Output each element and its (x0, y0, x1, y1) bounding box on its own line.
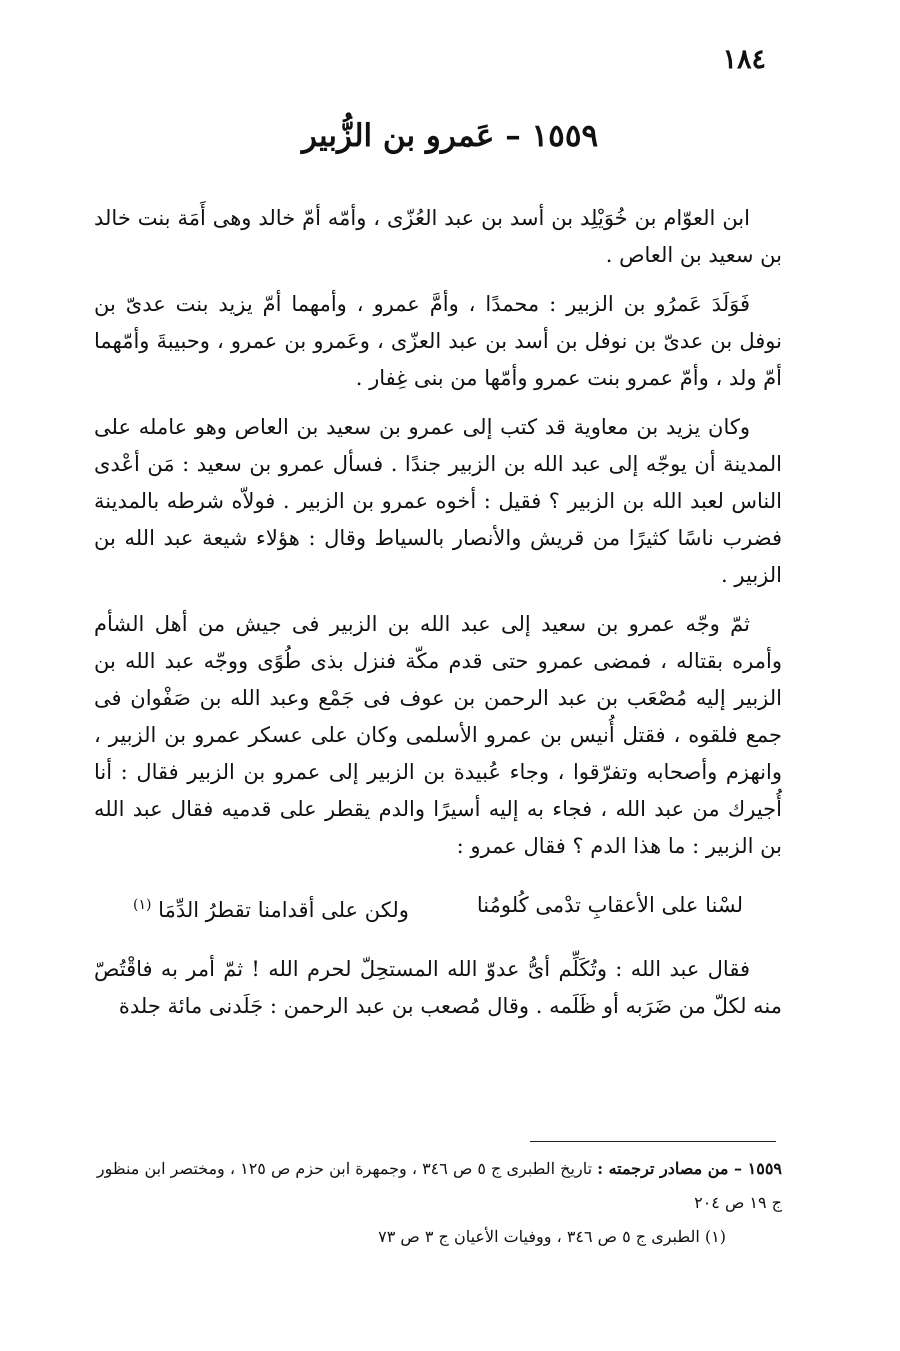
paragraph-children: فَوَلَدَ عَمرُو بن الزبير : محمدًا ، وأمَّ عمرو ، وأمهما أمّ يزيد بنت عدىّ بن نوفل بن عدىّ بن نوفل بن أسد بن عبد العزّى ، وعَمرو بن عمرو ، وحبيبةَ وأمّهما أمّ ولد ، وأمّ عمرو بنت عمرو وأمّها من بنى غِفار . (94, 292, 782, 390)
footnote-1: (١) الطبرى ج ٥ ص ٣٤٦ ، ووفيات الأعيان ج ٣ ص ٧٣ (378, 1227, 726, 1246)
footnote-divider (530, 1141, 776, 1142)
page-number: ١٨٤ (722, 44, 766, 75)
paragraph-yazid-letter: وكان يزيد بن معاوية قد كتب إلى عمرو بن سعيد بن العاص وهو عامله على المدينة أن يوجّه إلى عبد الله بن الزبير جندًا . فسأل عمرو بن سعيد : مَن أعْدى الناس لعبد الله بن الزبير ؟ فقيل : أخوه عمرو بن الزبير . فولاّه شرطه بالمدينة فضرب ناسًا كثيرًا من قريش والأنصار بالسياط وقال : هؤلاء شيعة عبد الله بن الزبير . (94, 415, 782, 587)
paragraph-lineage: ابن العوّام بن خُوَيْلِد بن أسد بن عبد العُزّى ، وأمّه أمّ خالد وهى أَمَة بنت خالد بن سعيد بن العاص . (94, 206, 782, 267)
entry-title: ١٥٥٩ – عَمرو بن الزُّبير (301, 118, 599, 154)
paragraph-campaign: ثمّ وجّه عمرو بن سعيد إلى عبد الله بن الزبير فى جيش من أهل الشأم وأمره بقتاله ، فمضى عمرو حتى قدم مكّة فنزل بذى طُوًى ووجّه عبد الله بن الزبير إليه مُصْعَب بن عبد الرحمن بن عوف فى جَمْع وعبد الله بن صَفْوان فى جمع فلقوه ، فقتل أُنيس بن عمرو الأسلمى وكان على عسكر عمرو بن الزبير ، وانهزم وأصحابه وتفرّقوا ، وجاء عُبيدة بن الزبير إلى عمرو بن الزبير فقال : أنا أُجيرك من عبد الله ، فجاء به إليه أسيرًا والدم يقطر على قدميه فقال عبد الله بن الزبير : ما هذا الدم ؟ فقال عمرو : (94, 612, 782, 858)
paragraph-closing: فقال عبد الله : وتُكَلِّم أىُّ عدوّ الله المستحِلّ لحرم الله ! ثمّ أمر به فاقْتُصّ منه لكلّ من ضَرَبه أو ظَلَمه . وقال مُصعب بن عبد الرحمن : جَلَدنى مائة جلدة (94, 957, 782, 1018)
verse-hemistich-first: لسْنا على الأعقابِ تدْمى كُلومُنا (476, 893, 743, 917)
footnote-reference: (١) (133, 897, 152, 913)
poem-verse (94, 887, 782, 929)
footnote-sources-text: تاريخ الطبرى ج ٥ ص ٣٤٦ ، وجمهرة ابن حزم ص ١٢٥ ، ومختصر ابن منظور ج ١٩ ص ٢٠٤ (96, 1159, 782, 1212)
entry-body (94, 200, 782, 1037)
footnote-sources-heading: ١٥٥٩ – من مصادر ترجمته : (597, 1159, 782, 1178)
footnote-sources (94, 1152, 782, 1220)
verse-hemistich-second: ولكن على أقدامنا تقطرُ الدِّمَا $^{(١)}$ (133, 897, 409, 922)
footnotes (94, 1152, 782, 1254)
